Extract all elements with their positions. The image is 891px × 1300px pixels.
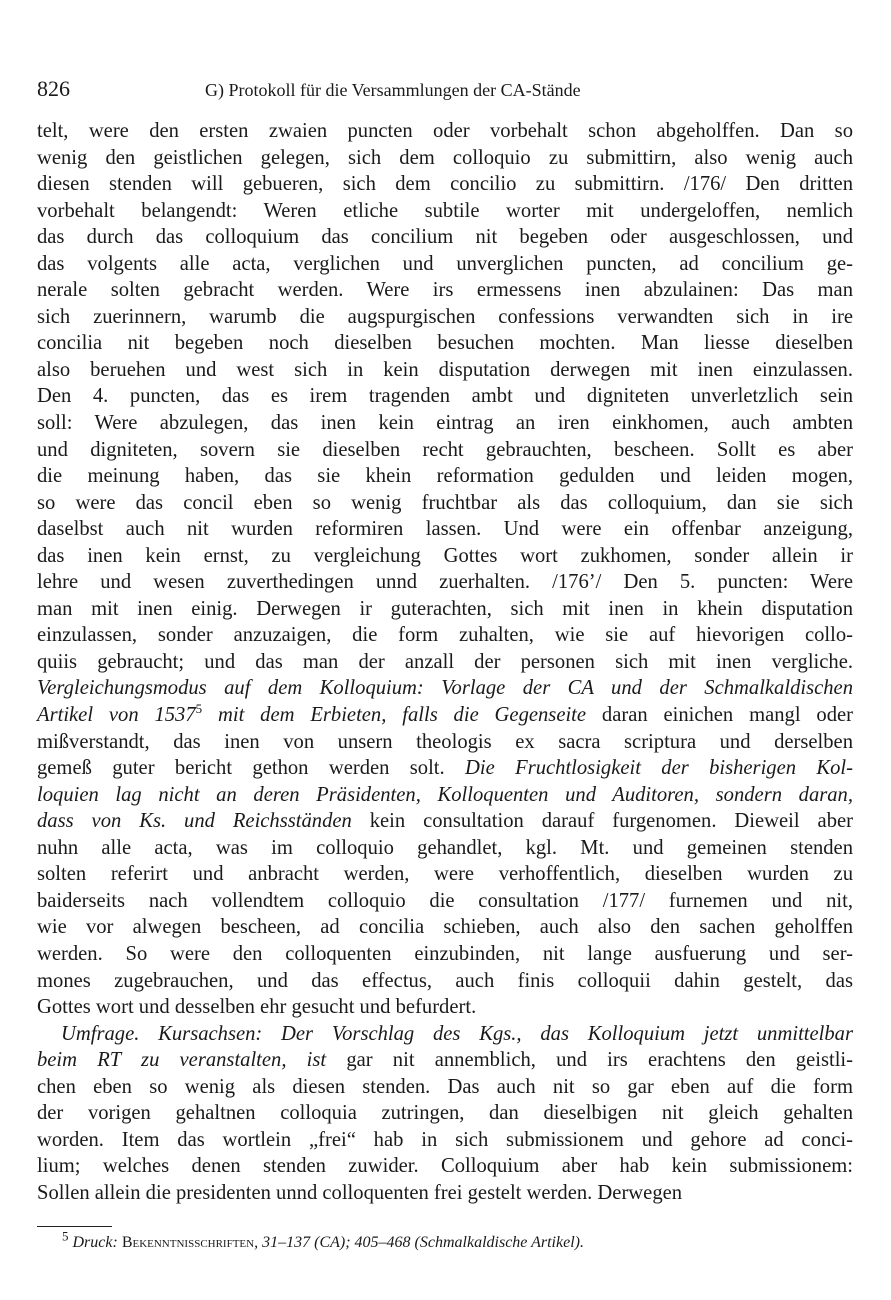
text-line (37, 1153, 853, 1180)
italic-text: beim RT zu veranstalten, ist (37, 1049, 327, 1072)
italic-text: mit dem Erbieten, falls die Gegenseite (202, 704, 587, 727)
text-segment: Den 4. puncten, das es irem tragenden ambt und digniteten unverletzlich sein (37, 385, 853, 408)
text-line (37, 1127, 853, 1154)
text-line (37, 835, 853, 862)
text-line (37, 304, 853, 331)
text-line (37, 622, 853, 649)
text-segment: werden. So were den colloquenten einzubinden, nit lange ausfuerung und ser- (37, 942, 853, 965)
italic-text: Umfrage. Kursachsen: Der Vorschlag des Kgs., das Kolloquium jetzt unmittelbar (61, 1022, 853, 1045)
text-segment: concilia nit begeben noch dieselben besuchen mochten. Man liesse dieselben (37, 332, 853, 355)
text-line (37, 330, 853, 357)
text-line (37, 383, 853, 410)
text-segment: chen eben so wenig als diesen stenden. Das auch nit so gar eben auf die form (37, 1075, 853, 1098)
text-segment: so were das concil eben so wenig fruchtbar als das colloquium, dan sie sich (37, 491, 853, 514)
text-segment: quiis gebraucht; und das man der anzall der personen sich mit inen vergliche. (37, 650, 853, 673)
text-segment: also beruehen und west sich in kein disputation derwegen mit inen einzulassen. (37, 358, 853, 381)
text-line (37, 675, 853, 702)
text-segment: wie vor alwegen bescheen, ad concilia schieben, auch also den sachen geholffen (37, 916, 853, 939)
footnote-rule (37, 1226, 112, 1227)
text-line (37, 914, 853, 941)
text-segment: lehre und wesen zuverthedingen unnd zuerhalten. /176’/ Den 5. puncten: Were (37, 571, 853, 594)
text-segment: vorbehalt belangendt: Weren etliche subtile worter mit undergeloffen, nemlich (37, 199, 853, 222)
text-line (37, 145, 853, 172)
italic-text: loquien lag nicht an deren Präsidenten, Kolloquenten und Auditoren, sondern daran, (37, 783, 853, 806)
italic-text: Artikel von 1537 (37, 704, 196, 727)
page-number: 826 (37, 76, 70, 101)
text-line (37, 994, 853, 1021)
text-segment: wenig den geistlichen gelegen, sich dem colloquio zu submittirn, also wenig auch (37, 146, 853, 169)
italic-text: dass von Ks. und Reichsständen (37, 810, 352, 833)
text-line (37, 1100, 853, 1127)
text-segment: kein consultation darauf furgenomen. Dieweil aber (351, 810, 853, 833)
text-segment: worden. Item das wortlein „frei“ hab in sich submissionem und gehore ad conci- (37, 1128, 853, 1151)
text-segment: nerale solten gebracht werden. Were irs ermessens inen abzulainen: Das man (37, 279, 853, 302)
footnote-label: Druck: (72, 1234, 118, 1251)
text-segment: solten referirt und anbracht werden, were verhoffentlich, dieselben wurden zu (37, 863, 853, 886)
italic-text: Die Fruchtlosigkeit der bisherigen Kol- (465, 757, 853, 780)
text-line (37, 1047, 853, 1074)
text-segment: Gottes wort und desselben ehr gesucht und befurdert. (37, 996, 477, 1019)
text-segment: mißverstandt, das inen von unsern theologis ex sacra scriptura und derselben (37, 730, 853, 753)
text-line (37, 490, 853, 517)
text-line (37, 171, 853, 198)
text-line (37, 410, 853, 437)
text-line (37, 543, 853, 570)
text-segment: baiderseits nach vollendtem colloquio die consultation /177/ furnemen und nit, (37, 889, 853, 912)
text-segment: einzulassen, sonder anzuzaigen, die form zuhalten, wie sie auf hievorigen collo- (37, 624, 853, 647)
text-segment: das durch das colloquium das concilium nit begeben oder ausgeschlossen, und (37, 226, 853, 249)
text-line (37, 198, 853, 225)
text-line (37, 569, 853, 596)
text-segment: telt, were den ersten zwaien puncten oder vorbehalt schon abgeholffen. Dan so (37, 120, 853, 142)
text-line (37, 782, 853, 809)
text-segment: lium; welches denen stenden zuwider. Colloquium aber hab kein submissionem: (37, 1155, 853, 1178)
footnote-ref: , 31–137 (CA); 405–468 (Schmalkaldische Artikel). (254, 1234, 584, 1251)
text-segment: gar nit annemblich, und irs erachtens den geistli- (326, 1049, 853, 1072)
footnote-source: Bekenntnisschriften (121, 1234, 255, 1251)
main-text (37, 118, 853, 1206)
text-segment: daran einichen mangl oder (586, 704, 853, 727)
footnote-marker: 5 (62, 1228, 69, 1244)
text-line (37, 1180, 853, 1207)
text-line (37, 357, 853, 384)
text-segment: sich zuerinnern, warumb die augspurgischen confessions verwandten sich in ire (37, 305, 853, 328)
text-line (37, 808, 853, 835)
text-segment: daselbst auch nit wurden reformiren lassen. Und were ein offenbar anzeigung, (37, 518, 853, 541)
text-segment: diesen stenden will gebueren, sich dem concilio zu submittirn. /176/ Den dritten (37, 173, 853, 196)
text-line (37, 755, 853, 782)
text-segment: man mit inen einig. Derwegen ir guterachten, sich mit inen in khein disputation (37, 597, 853, 620)
text-line (37, 968, 853, 995)
text-segment: gemeß guter bericht gethon werden solt. (37, 757, 466, 780)
text-segment: nuhn alle acta, was im colloquio gehandlet, kgl. Mt. und gemeinen stenden (37, 836, 853, 859)
text-line (37, 729, 853, 756)
text-line (37, 516, 853, 543)
text-line (37, 1074, 853, 1101)
text-line (37, 861, 853, 888)
text-segment: das volgents alle acta, verglichen und unverglichen puncten, ad concilium ge- (37, 252, 853, 275)
footnote (62, 1228, 584, 1252)
footnote-reference: 5 (195, 701, 203, 717)
text-line (37, 437, 853, 464)
text-line (37, 1021, 853, 1048)
text-line (37, 649, 853, 676)
text-segment: der vorigen gehaltnen colloquia zutringen, dan dieselbigen nit gleich gehalten (37, 1102, 853, 1125)
text-segment: das inen kein ernst, zu vergleichung Gottes wort zukhomen, sonder allein ir (37, 544, 853, 567)
text-line (37, 118, 853, 145)
text-line (37, 463, 853, 490)
text-line (37, 596, 853, 623)
text-line (37, 224, 853, 251)
text-segment: soll: Were abzulegen, das inen kein eintrag an iren einkhomen, auch ambten (37, 412, 853, 435)
running-title: G) Protokoll für die Versammlungen der CA-Stände (205, 80, 581, 100)
text-segment: und digniteten, sovern sie dieselben recht gebrauchten, bescheen. Sollt es aber (37, 438, 853, 461)
text-line (37, 277, 853, 304)
text-line (37, 251, 853, 278)
text-segment: die meinung haben, das sie khein reformation gedulden und leiden mogen, (37, 465, 853, 488)
text-segment: Sollen allein die presidenten unnd colloquenten frei gestelt werden. Derwegen (37, 1181, 683, 1204)
italic-text: Vergleichungsmodus auf dem Kolloquium: Vorlage der CA und der Schmalkaldischen (37, 677, 853, 700)
text-line (37, 702, 853, 729)
text-line (37, 941, 853, 968)
text-line (37, 888, 853, 915)
text-segment: mones zugebrauchen, und das effectus, auch finis colloquii dahin gestelt, das (37, 969, 853, 992)
